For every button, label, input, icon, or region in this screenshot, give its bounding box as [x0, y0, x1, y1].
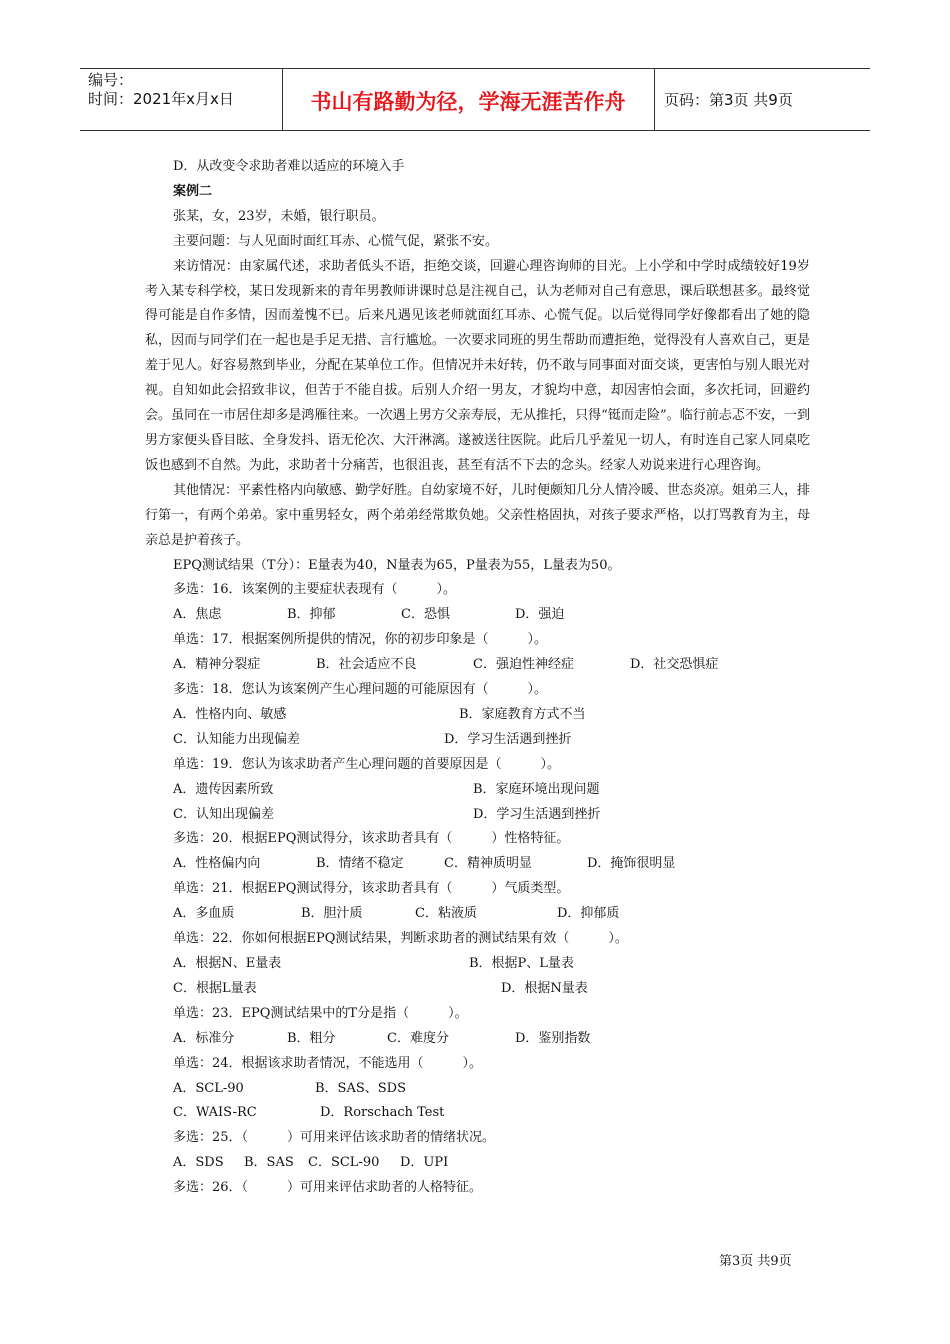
page-header [80, 68, 870, 131]
option: D．鉴别指数 [515, 1030, 591, 1046]
option: A．根据N、E量表 [173, 956, 282, 971]
options-16 [145, 603, 810, 628]
options-18 [145, 703, 810, 728]
option: D．抑郁质 [557, 906, 620, 922]
option: C．SCL-90 [308, 1155, 380, 1171]
option: C．WAIS-RC [173, 1105, 257, 1121]
paragraph-other: 其他情况：平素性格内向敏感、勤学好胜。自幼家境不好，儿时便颇知几分人情冷暖、世态炎凉。姐弟三人，排行第一，有两个弟弟。家中重男轻女，两个弟弟经常欺负她。父亲性格固执，对孩子要求严格，以打骂教育为主，母亲总是护着孩子。 [145, 482, 811, 548]
options-20 [145, 852, 810, 877]
case-title: 案例二 [173, 183, 213, 199]
header-page-number: 页码：第3页 共9页 [664, 91, 793, 109]
option: A．SDS [173, 1155, 224, 1171]
option: D．学习生活遇到挫折 [444, 731, 572, 747]
question-16: 多选：16．该案例的主要症状表现有（ ）。 [173, 582, 457, 598]
options-24 [145, 1077, 810, 1102]
question-21: 单选：21．根据EPQ测试得分，该求助者具有（ ）气质类型。 [173, 881, 570, 897]
paragraph-visit: 来访情况：由家属代述，求助者低头不语，拒绝交谈，回避心理咨询师的目光。上小学和中学时成绩较好19岁考入某专科学校，某日发现新来的青年男教师讲课时总是注视自己，认为老师对自己有意思，课后联想甚多。最终觉得可能是自作多情，因而羞愧不已。后来凡遇见该老师就面红耳赤、心慌气促。以后觉得同学好像都看出了她的隐私，因而与同学们在一起也是手足无措、言行尴尬。一次要求同班的男生帮助而遭拒绝，觉得没有人喜欢自己，更是羞于见人。好容易熬到毕业，分配在某单位工作。但情况并未好转，仍不敢与同事面对面交谈，更害怕与别人眼光对视。自知如此会招致非议，但苦于不能自拔。后别人介绍一男友，才貌均中意，却因害怕会面，多次托词，回避约会。虽同在一市居住却多是鸿雁往来。一次遇上男方父亲寿辰，无从推托，只得“铤而走险”。临行前忐忑不安，一到男方家便头昏目眩、全身发抖、语无伦次、大汗淋漓。遂被送往医院。此后几乎羞见一切人，有时连自己家人同桌吃饭也感到不自然。为此，求助者十分痛苦，也很沮丧，甚至有活不下去的念头。经家人劝说来进行心理咨询。 [145, 258, 810, 473]
option: B．家庭教育方式不当 [459, 706, 586, 722]
option: B．情绪不稳定 [316, 856, 404, 872]
question-25: 多选：25．（ ）可用来评估该求助者的情绪状况。 [173, 1130, 496, 1146]
question-19: 单选：19．您认为该求助者产生心理问题的首要原因是（ ）。 [173, 756, 561, 772]
header-divider [654, 69, 655, 130]
option: B．社会适应不良 [316, 657, 417, 673]
question-20: 多选：20．根据EPQ测试得分，该求助者具有（ ）性格特征。 [173, 831, 570, 847]
option: B．家庭环境出现问题 [473, 781, 600, 797]
option: B．根据P、L量表 [469, 956, 574, 971]
options-21 [145, 902, 810, 927]
option: C．认知能力出现偏差 [173, 731, 300, 747]
option: B．SAS、SDS [315, 1080, 406, 1096]
page-footer: 第3页 共9页 [719, 1254, 792, 1269]
text-line: 主要问题：与人见面时面红耳赤、心慌气促，紧张不安。 [173, 233, 499, 249]
options-22 [145, 977, 810, 1002]
option: A．多血质 [173, 906, 235, 922]
question-26: 多选：26．（ ）可用来评估求助者的人格特征。 [173, 1180, 483, 1196]
option: C．粘液质 [415, 906, 477, 922]
option: A．性格偏内向 [173, 856, 261, 872]
options-17 [145, 653, 810, 678]
options-25 [145, 1151, 810, 1176]
option: D．强迫 [515, 607, 565, 623]
options-23 [145, 1027, 810, 1052]
question-23: 单选：23．EPQ测试结果中的T分是指（ ）。 [173, 1005, 468, 1021]
question-24: 单选：24．根据该求助者情况，不能选用（ ）。 [173, 1055, 483, 1071]
option: D．社交恐惧症 [630, 657, 719, 673]
header-motto: 书山有路勤为径，学海无涯苦作舟 [310, 90, 626, 114]
question-22: 单选：22．你如何根据EPQ测试结果，判断求助者的测试结果有效（ ）。 [173, 931, 628, 947]
option: B．胆汁质 [301, 906, 363, 922]
header-meta [88, 71, 234, 109]
text-line: D．从改变令求助者难以适应的环境入手 [173, 159, 405, 174]
option: A．焦虑 [173, 607, 222, 623]
option: C．精神质明显 [444, 856, 532, 872]
option: C．恐惧 [401, 607, 450, 623]
option: C．强迫性神经症 [473, 657, 574, 673]
question-17: 单选：17．根据案例所提供的情况，你的初步印象是（ ）。 [173, 632, 548, 648]
option: B．粗分 [287, 1030, 336, 1046]
option: A．遗传因素所致 [173, 781, 274, 797]
header-date: 时间：2021年x月x日 [88, 90, 234, 108]
document-body [145, 155, 810, 1201]
option: D．学习生活遇到挫折 [473, 806, 601, 822]
option: B．SAS [244, 1155, 294, 1171]
option: A．精神分裂症 [173, 657, 261, 673]
epq-result: EPQ测试结果（T分）：E量表为40，N量表为65，P量表为55，L量表为50。 [173, 557, 621, 573]
options-24 [145, 1101, 810, 1126]
options-22 [145, 952, 810, 977]
option: C．认知出现偏差 [173, 806, 274, 822]
header-number-label: 编号： [88, 71, 134, 89]
option: D．Rorschach Test [320, 1105, 445, 1121]
options-19 [145, 778, 810, 803]
option: D．根据N量表 [501, 980, 588, 996]
option: D．UPI [400, 1155, 449, 1171]
options-19 [145, 803, 810, 828]
option: B．抑郁 [287, 607, 336, 623]
text-line: 张某，女，23岁，未婚，银行职员。 [173, 208, 385, 224]
option: C．根据L量表 [173, 980, 257, 996]
option: A．标准分 [173, 1030, 235, 1046]
option: A．性格内向、敏感 [173, 706, 287, 722]
options-18 [145, 728, 810, 753]
question-18: 多选：18．您认为该案例产生心理问题的可能原因有（ ）。 [173, 682, 548, 698]
option: A．SCL-90 [173, 1080, 244, 1096]
option: C．难度分 [387, 1030, 449, 1046]
option: D．掩饰很明显 [587, 856, 676, 872]
